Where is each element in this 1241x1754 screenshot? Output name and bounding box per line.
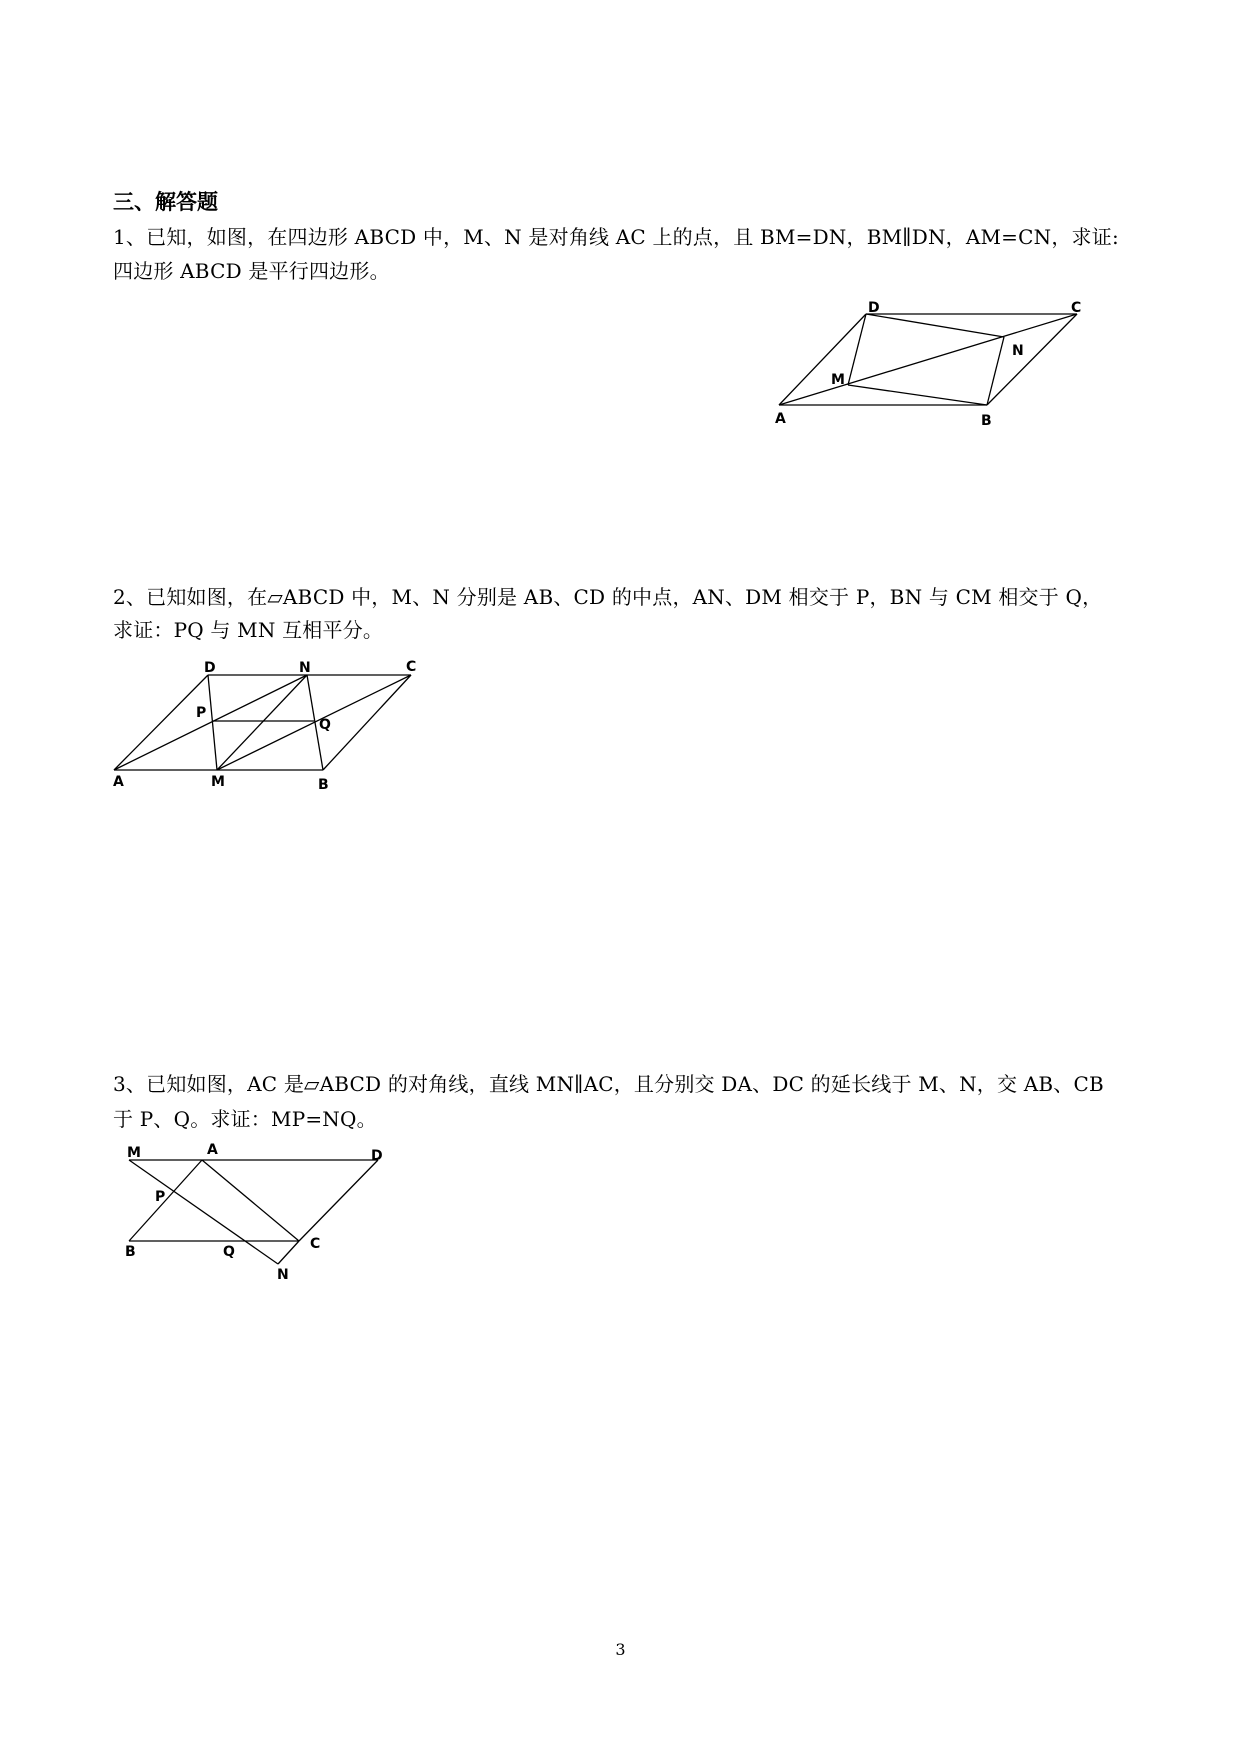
problem-2-figure [105,650,435,795]
label-q: Q [319,717,331,733]
label-m: M [127,1145,141,1161]
segment-ab [129,1160,202,1241]
label-n: N [1012,343,1024,359]
label-d: D [868,300,880,316]
label-m: M [211,774,225,790]
problem-3-line-1: 3、已知如图，AC 是▱ABCD 的对角线，直线 MN∥AC，且分别交 DA、DC 的延长线于 M、N，交 AB、CB [113,1072,1104,1096]
label-b: B [125,1244,136,1260]
label-m: M [831,372,845,388]
label-c: C [406,659,417,675]
segment-cm [217,675,411,770]
label-b: B [318,777,329,793]
label-p: P [155,1189,166,1205]
problem-2-line-1: 2、已知如图，在▱ABCD 中，M、N 分别是 AB、CD 的中点，AN、DM 相交于 P，BN 与 CM 相交于 Q， [113,585,1103,609]
problem-3-line-2: 于 P、Q。求证：MP=NQ。 [113,1107,377,1131]
label-a: A [775,411,786,427]
segment-bm [848,385,987,405]
page-number: 3 [615,1640,626,1659]
problem-1-line-2: 四边形 ABCD 是平行四边形。 [113,259,390,283]
label-c: C [1071,300,1082,316]
segment-ac [202,1160,299,1241]
label-d: D [371,1148,383,1164]
section-heading: 三、解答题 [113,190,218,214]
segment-cn [278,1241,299,1264]
segment-dc [299,1160,378,1241]
problem-2-line-2: 求证：PQ 与 MN 互相平分。 [113,618,384,642]
label-b: B [981,413,992,429]
label-n: N [299,660,311,676]
label-p: P [196,705,207,721]
segment-dm [848,314,866,385]
segment-dn [866,314,1004,337]
segment-mn [129,1160,278,1264]
problem-3-figure [115,1135,395,1285]
label-n: N [277,1267,289,1283]
problem-1-figure [770,290,1090,430]
segment-ad [114,675,208,770]
segment-bn [987,337,1004,405]
label-a: A [207,1142,218,1158]
label-a: A [113,774,124,790]
label-d: D [204,660,216,676]
segment-an [114,675,307,770]
problem-1-line-1: 1、已知，如图，在四边形 ABCD 中，M、N 是对角线 AC 上的点，且 BM=DN，BM∥DN，AM=CN，求证: [113,225,1119,249]
segment-bc [323,675,411,770]
segment-mn [217,675,307,770]
label-q: Q [223,1244,235,1260]
label-c: C [310,1236,321,1252]
